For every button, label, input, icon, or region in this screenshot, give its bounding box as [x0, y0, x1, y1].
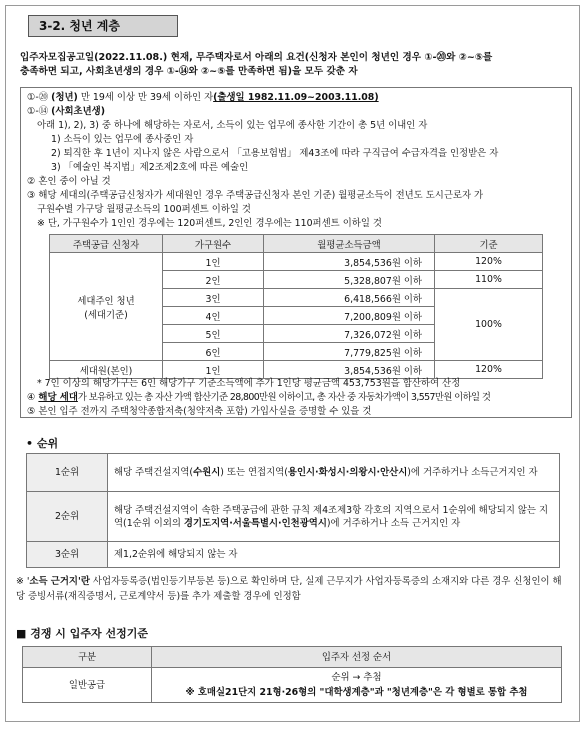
members-cell: 4인 [163, 307, 264, 325]
header-income: 월평균소득금액 [264, 235, 435, 253]
condition-number: ①-⑭ [27, 106, 49, 117]
rank-adjacent-cities: 용인시·화성시·의왕시·안산시 [287, 467, 408, 478]
condition-assets-text: 가 보유하고 있는 총 자산 가액 합산기준 28,800만원 이하이고, 총 자산 중 자동차가액이 3,557만원 이하일 것 [77, 392, 491, 403]
members-cell: 6인 [163, 343, 264, 361]
table-row [27, 542, 560, 568]
note-prefix: ※ ' [16, 576, 30, 587]
basis-cell: 120% [435, 253, 543, 271]
header-category: 구분 [23, 647, 152, 668]
condition-new-worker-item-2: 2) 퇴직한 후 1년이 지나지 않은 사람으로서 「고용보험법」 제43조에 따라 구직급여 수급자격을 인정받은 자 [51, 148, 499, 159]
condition-label: (청년) [51, 92, 78, 103]
income-base-note [16, 574, 568, 604]
condition-new-worker-text: 아래 1), 2), 3) 중 하나에 해당하는 자로서, 소득이 있는 업무에 종사한 기간이 총 5년 이내인 자 [37, 120, 428, 131]
rank-heading: • 순위 [26, 437, 59, 450]
intro-line-1: 입주자모집공고일(2022.11.08.) 현재, 무주택자로서 아래의 요건(신청자 본인이 청년인 경우 ①-⑳와 ②~⑤를 [20, 52, 493, 63]
table-row [27, 454, 560, 492]
selection-table-header [23, 647, 562, 668]
group-householder-line-2: (세대기준) [84, 309, 128, 321]
selection-heading: ■ 경쟁 시 입주자 선정기준 [16, 627, 148, 640]
rank-text-part: 해당 주택건설지역( [114, 467, 194, 478]
rank-2-text [108, 492, 560, 542]
selection-table [22, 646, 562, 703]
birthdate-range: (출생일 1982.11.09~2003.11.08) [213, 92, 379, 103]
condition-assets-subject: 해당 세대 [38, 392, 78, 403]
members-cell: 1인 [163, 361, 264, 379]
general-supply-label: 일반공급 [23, 668, 152, 703]
members-cell: 5인 [163, 325, 264, 343]
income-cell: 7,326,072원 이하 [264, 325, 435, 343]
basis-cell: 120% [435, 361, 543, 379]
header-members: 가구원수 [163, 235, 264, 253]
table-row [50, 253, 543, 271]
rank-text-part: )에 거주하거나 소득 근거지인 자 [326, 517, 461, 529]
members-cell: 1인 [163, 253, 264, 271]
intro-line-2: 충족하면 되고, 사회초년생의 경우 ①-⑭와 ②~⑤를 만족하면 됨)을 모두 갖춘 자 [20, 66, 358, 77]
conditions-box [20, 87, 572, 418]
income-cell: 3,854,536원 이하 [264, 253, 435, 271]
condition-income-1: ③ 해당 세대의(주택공급신청자가 세대원인 경우 주택공급신청자 본인 기준) 월평균소득이 전년도 도시근로자 가 [27, 190, 484, 201]
basis-cell: 110% [435, 271, 543, 289]
members-cell: 3인 [163, 289, 264, 307]
header-applicant: 주택공급 신청자 [50, 235, 163, 253]
condition-text: 만 19세 이상 만 39세 이하인 자 [77, 92, 214, 103]
rank-2-label: 2순위 [27, 492, 108, 542]
table-row [27, 492, 560, 542]
intro-text [20, 51, 572, 79]
group-householder-line-1: 세대주인 청년 [77, 295, 135, 307]
income-cell: 5,328,807원 이하 [264, 271, 435, 289]
condition-income-2: 구원수별 가구당 월평균소득의 100퍼센트 이하일 것 [37, 204, 251, 215]
rank-1-text [108, 454, 560, 492]
rank-text-part: )에 거주하거나 소득근거지인 자 [407, 467, 538, 478]
page [5, 5, 580, 722]
condition-label: (사회초년생) [51, 106, 106, 117]
header-basis: 기준 [435, 235, 543, 253]
table-row [23, 668, 562, 703]
note-text: 사업자등록증(법인등기부등본 등)으로 확인하며 단, 실제 근무지가 사업자등록증의 소재지와 다른 경우 신청인이 해당 증빙서류(재직증명서, 근로계약서 등)를 추가 제출할 경우에 인정함 [16, 576, 562, 602]
section-title: 3-2. 청년 계층 [28, 15, 178, 37]
rank-3-text: 제1,2순위에 해당되지 않는 자 [108, 542, 560, 568]
condition-unmarried: ② 혼인 중이 아닐 것 [27, 176, 111, 187]
condition-savings: ⑤ 본인 입주 전까지 주택청약종합저축(청약저축 포함) 가입사실을 증명할 수 있을 것 [27, 406, 372, 417]
members-cell: 2인 [163, 271, 264, 289]
selection-order-cell [152, 668, 562, 703]
condition-new-worker-item-3: 3) 「예술인 복지법」제2조제2호에 따른 예술인 [51, 162, 249, 173]
rank-1-label: 1순위 [27, 454, 108, 492]
income-table-header [50, 235, 543, 253]
selection-order: 순위 → 추첨 [331, 672, 382, 683]
condition-youth [27, 92, 379, 104]
income-cell: 7,200,809원 이하 [264, 307, 435, 325]
rank-3-label: 3순위 [27, 542, 108, 568]
rank-text-part: ) 또는 연접지역( [220, 467, 288, 478]
selection-note: ※ 호매실21단지 21형·26형의 "대학생계층"과 "청년계층"은 각 형별로 통합 추첨 [185, 687, 528, 698]
group-member: 세대원(본인) [50, 361, 163, 379]
income-cell: 7,779,825원 이하 [264, 343, 435, 361]
condition-number: ④ [27, 392, 36, 403]
condition-number: ①-⑳ [27, 92, 49, 103]
income-table [49, 234, 543, 379]
basis-cell-merged: 100% [435, 289, 543, 361]
income-footnote: * 7인 이상의 해당가구는 6인 해당가구 기준소득액에 추가 1인당 평균금액 453,753원을 합산하여 산정 [37, 378, 461, 389]
condition-assets [27, 392, 490, 404]
group-householder [50, 253, 163, 361]
rank-table [26, 453, 560, 568]
rank-text-part: 해당 주택건설지역이 속한 주택공급에 관한 규칙 제4조제3항 각호의 지역으로서 1순위에 해당되지 않는 지역(1순위 이외의 [114, 504, 549, 529]
income-cell: 3,854,536원 이하 [264, 361, 435, 379]
condition-income-note: ※ 단, 가구원수가 1인인 경우에는 120퍼센트, 2인인 경우에는 110퍼센트 이하일 것 [37, 218, 382, 229]
rank-city: 수원시 [193, 467, 221, 478]
rank-regions: 경기도지역·서울특별시·인천광역시 [183, 517, 327, 529]
condition-new-worker [27, 106, 105, 118]
note-term: 소득 근거지'란 [29, 576, 90, 587]
income-cell: 6,418,566원 이하 [264, 289, 435, 307]
condition-new-worker-item-1: 1) 소득이 있는 업무에 종사중인 자 [51, 134, 194, 145]
table-row [50, 361, 543, 379]
header-order: 입주자 선정 순서 [152, 647, 562, 668]
